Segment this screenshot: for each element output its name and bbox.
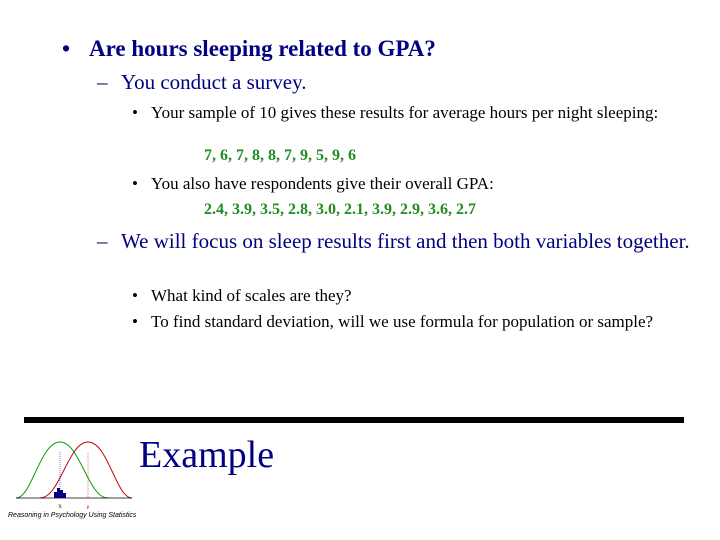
dash-bullet: – [97,70,108,94]
gpa-text: You also have respondents give their overall GPA: [151,174,494,193]
bullet-dot: • [132,174,138,193]
focus-line: We will focus on sleep results first and then both variables together. [121,229,690,253]
dash-bullet: – [97,229,108,253]
logo-label-left: X [58,505,62,510]
sd-question: To find standard deviation, will we use formula for population or sample? [151,312,654,331]
logo-label-right: μ [86,505,90,510]
distribution-curves-icon [12,432,134,514]
scales-question: What kind of scales are they? [151,286,352,305]
title-divider [24,417,684,423]
bullet-dot: • [132,286,138,305]
sleep-sample-text: Your sample of 10 gives these results for average hours per night sleeping: [151,103,659,122]
bullet-dot: • [132,312,138,331]
bullet-dot: • [62,36,71,61]
survey-line: You conduct a survey. [121,70,307,94]
slide-title: Example [139,434,275,476]
bullet-dot: • [132,103,138,122]
question-bullet [62,36,70,62]
footer-text: Reasoning in Psychology Using Statistics [8,512,137,519]
main-question: Are hours sleeping related to GPA? [89,36,436,61]
gpa-values: 2.4, 3.9, 3.5, 2.8, 3.0, 2.1, 3.9, 2.9, 3.6, 2.7 [204,201,476,218]
sleep-values: 7, 6, 7, 8, 8, 7, 9, 5, 9, 6 [204,147,356,164]
